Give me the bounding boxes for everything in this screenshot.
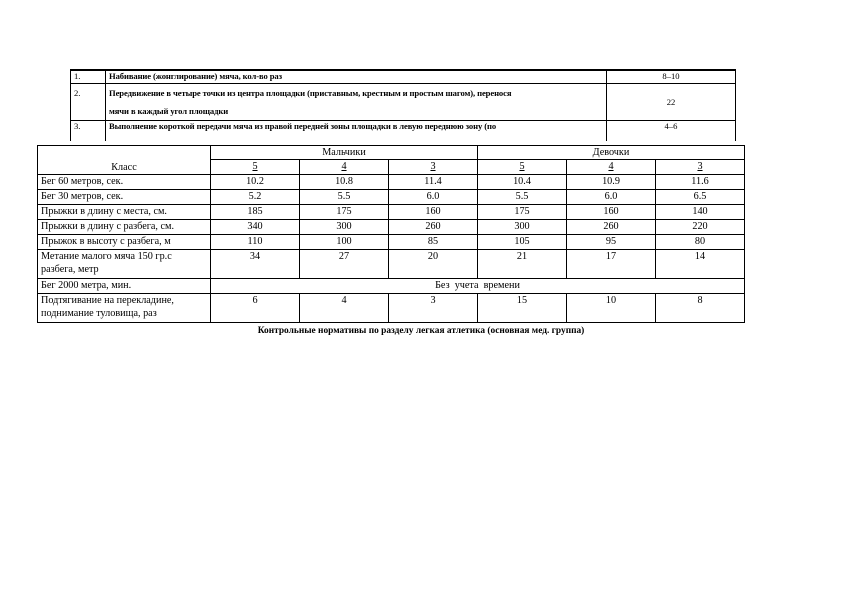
table-row	[71, 70, 736, 84]
table-cell: 5.2	[211, 190, 300, 205]
table-cell: 3	[389, 294, 478, 323]
table-row	[38, 279, 745, 294]
table-cell: 11.4	[389, 175, 478, 190]
table-cell: 17	[567, 250, 656, 279]
row-label: Бег 60 метров, сек.	[38, 175, 211, 190]
grade-label: 5	[211, 160, 300, 175]
table-row	[38, 250, 745, 279]
header-row	[38, 146, 745, 160]
row-number: 1.	[71, 70, 106, 84]
grade-label: 4	[567, 160, 656, 175]
table-cell: 27	[300, 250, 389, 279]
row-label: Бег 30 метров, сек.	[38, 190, 211, 205]
table-cell: 10.8	[300, 175, 389, 190]
table-cell: 4	[300, 294, 389, 323]
table-cell: 5.5	[478, 190, 567, 205]
table-cell: 105	[478, 235, 567, 250]
table-cell: 10.4	[478, 175, 567, 190]
grade-label: 3	[656, 160, 745, 175]
table-cell: 5.5	[300, 190, 389, 205]
table-row	[38, 190, 745, 205]
table-cell: 110	[211, 235, 300, 250]
table-cell: 300	[478, 220, 567, 235]
table-cell: 260	[389, 220, 478, 235]
row-label-line: Подтягивание на перекладине,	[41, 295, 174, 306]
table-cell: 85	[389, 235, 478, 250]
class-label: Класс	[38, 160, 211, 175]
exercise-value: 22	[607, 84, 736, 121]
table-cell: 185	[211, 205, 300, 220]
exercise-text: Набивание (жонглирование) мяча, кол-во раз	[106, 70, 607, 84]
table-cell: 100	[300, 235, 389, 250]
row-label	[38, 294, 211, 323]
table-cell: 6.0	[567, 190, 656, 205]
table-cell: 140	[656, 205, 745, 220]
table-cell: 11.6	[656, 175, 745, 190]
grade-label: 5	[478, 160, 567, 175]
row-label-line: Метание малого мяча 150 гр.с	[41, 251, 172, 262]
row-label: Прыжки в длину с места, см.	[38, 205, 211, 220]
row-label: Прыжок в высоту с разбега, м	[38, 235, 211, 250]
table-cell: 260	[567, 220, 656, 235]
table-cell: 340	[211, 220, 300, 235]
table-row	[38, 294, 745, 323]
table-row	[38, 205, 745, 220]
row-label-line: поднимание туловища, раз	[41, 308, 157, 319]
table-cell: 6	[211, 294, 300, 323]
exercise-text	[106, 84, 607, 121]
grade-label: 3	[389, 160, 478, 175]
table-cell: 175	[300, 205, 389, 220]
exercise-value: 8–10	[607, 70, 736, 84]
table-row	[38, 235, 745, 250]
table-cell: 175	[478, 205, 567, 220]
row-label: Бег 2000 метра, мин.	[38, 279, 211, 294]
table-cell: 80	[656, 235, 745, 250]
row-number: 2.	[71, 84, 106, 121]
table-row	[71, 121, 736, 142]
table-cell: 220	[656, 220, 745, 235]
exercise-value: 4–6	[607, 121, 736, 142]
header-row	[38, 160, 745, 175]
exercises-table	[70, 69, 736, 141]
table-caption: Контрольные нормативы по разделу легкая атлетика (основная мед. группа)	[257, 326, 585, 336]
row-number: 3.	[71, 121, 106, 142]
table-cell: 15	[478, 294, 567, 323]
grade-label: 4	[300, 160, 389, 175]
exercise-text-line: мячи в каждый угол площадки	[109, 106, 229, 116]
table-cell: 34	[211, 250, 300, 279]
group-girls: Девочки	[478, 146, 745, 160]
table-cell: 95	[567, 235, 656, 250]
table-cell: 6.5	[656, 190, 745, 205]
exercise-text-line: Передвижение в четыре точки из центра площадки (приставным, крестным и простым шагом), перенося	[109, 88, 512, 98]
table-cell: 10.2	[211, 175, 300, 190]
group-boys: Мальчики	[211, 146, 478, 160]
row-label-line: разбега, метр	[41, 264, 99, 275]
table-cell: 20	[389, 250, 478, 279]
row-label: Прыжки в длину с разбега, см.	[38, 220, 211, 235]
table-cell: 10.9	[567, 175, 656, 190]
norms-table	[37, 145, 745, 323]
table-row	[38, 175, 745, 190]
table-cell: 14	[656, 250, 745, 279]
row-label	[38, 250, 211, 279]
table-cell: 21	[478, 250, 567, 279]
table-row	[38, 220, 745, 235]
table-cell: 160	[389, 205, 478, 220]
table-cell: 6.0	[389, 190, 478, 205]
table-cell: 10	[567, 294, 656, 323]
merged-cell: Без учета времени	[211, 279, 745, 294]
table-cell: 160	[567, 205, 656, 220]
class-header-cell	[38, 146, 211, 160]
exercise-text: Выполнение короткой передачи мяча из правой передней зоны площадки в левую переднюю зону (по	[106, 121, 607, 142]
table-cell: 300	[300, 220, 389, 235]
table-row	[71, 84, 736, 121]
table-cell: 8	[656, 294, 745, 323]
